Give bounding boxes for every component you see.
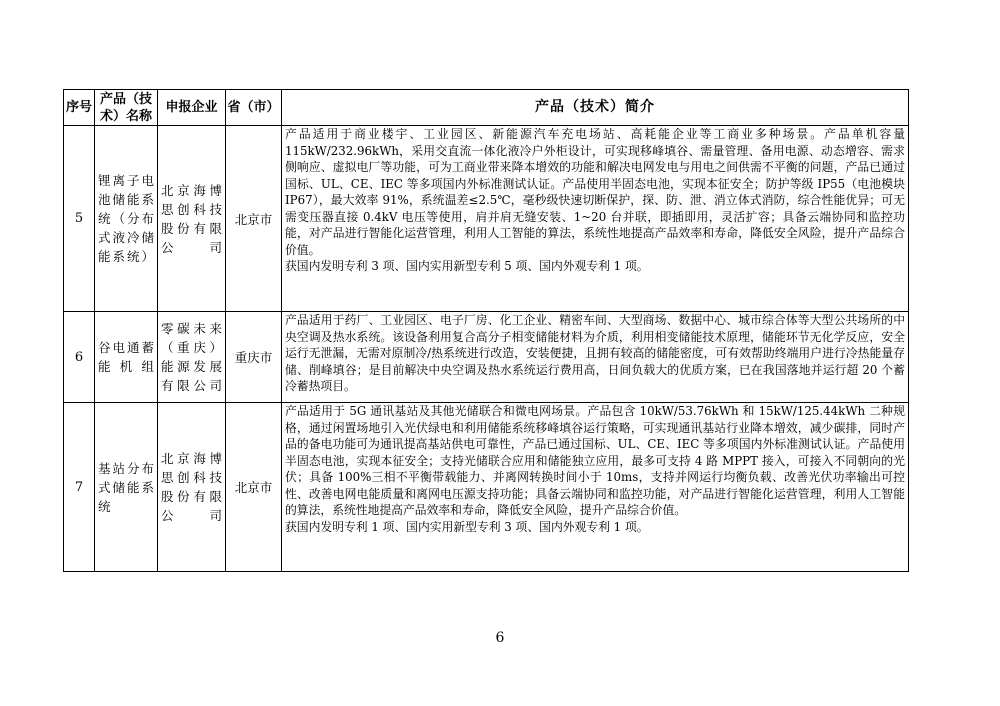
patent-summary: 获国内发明专利 1 项、国内实用新型专利 3 项、国内外观专利 1 项。: [285, 519, 649, 534]
product-name: 基站分布式储能系统: [95, 403, 158, 572]
company-name: 北京海博思创科技股份有限公司: [158, 403, 226, 572]
row-index: 5: [64, 126, 95, 312]
header-name: 产品（技术）名称: [95, 90, 158, 126]
header-province: 省（市）: [226, 90, 282, 126]
product-intro-cell: [282, 126, 909, 312]
province: 北京市: [226, 126, 282, 312]
product-intro: 产品适用于商业楼宇、工业园区、新能源汽车充电场站、高耗能企业等工商业多种场景。产品单机容量 115kW/232.96kWh，采用交直流一体化液冷户外柜设计，可实现移峰填谷、需量管理、备用电源、动态增容、需求侧响应、虚拟电厂等功能，可为工商业带来降本增效的功能和解决电网发电与用电之间供需不平衡的问题，产品已通过国标、UL、CE、IEC 等多项国内外标准测试认证。产品使用半固态电池，实现本征安全；防护等级 IP55（电池模块 IP67），最大效率 91%，系统温差≤2.5℃，毫秒级快速切断保护，探、防、泄、消立体式消防，综合性能优异；可无需变压器直接 0.4kV 电压等使用，肩并肩无缝安装、1~20 台并联，即插即用，灵活扩容；具备云端协同和监控功能，对产品进行智能化运营管理，利用人工智能的算法，系统性地提高产品效率和寿命，降低安全风险，提升产品综合价值。: [285, 127, 905, 257]
company-name: 零碳未来（重庆）能源发展有限公司: [158, 312, 226, 403]
product-table: [63, 89, 909, 572]
product-intro-cell: [282, 312, 909, 403]
header-intro: 产品（技术）简介: [282, 90, 909, 126]
patent-summary: 获国内发明专利 3 项、国内实用新型专利 5 项、国内外观专利 1 项。: [285, 259, 649, 273]
header-index: 序号: [64, 90, 95, 126]
header-company: 申报企业: [158, 90, 226, 126]
row-index: 6: [64, 312, 95, 403]
product-intro-cell: [282, 403, 909, 572]
product-intro: 产品适用于药厂、工业园区、电子厂房、化工企业、精密车间、大型商场、数据中心、城市综合体等大型公共场所的中央空调及热水系统。该设备利用复合高分子相变储能材料为介质，利用相变储能技术原理，储能环节无化学反应，安全运行无泄漏，无需对原制冷/热系统进行改造，安装便捷，且拥有较高的储能密度，可有效帮助终端用户进行冷热能量存储、削峰填谷；是目前解决中央空调及热水系统运行费用高，日间负载大的优质方案，已在我国落地并运行超 20 个蓄冷蓄热项目。: [285, 313, 905, 393]
province: 重庆市: [226, 312, 282, 403]
product-name: 谷电通蓄能机组: [95, 312, 158, 403]
product-intro: 产品适用于 5G 通讯基站及其他光储联合和微电网场景。产品包含 10kW/53.76kWh 和 15kW/125.44kWh 二种规格，通过闲置场地引入光伏绿电和利用储能系统移峰填谷运行策略，可实现通讯基站行业降本增效，减少碳排，同时产品的备电功能可为通讯提高基站供电可靠性，产品已通过国标、UL、CE、IEC 等多项国内外标准测试认证。产品使用半固态电池，实现本征安全；支持光储联合应用和储能独立应用，最多可支持 4 路 MPPT 接入，可接入不同朝向的光伏；具备 100%三相不平衡带载能力、并离网转换时间小于 10ms，支持并网运行均衡负载、改善光伏功率输出可控性、改善电网电能质量和离网电压源支持功能；具备云端协同和监控功能，对产品进行智能化运营管理，利用人工智能的算法，系统性地提高产品效率和寿命，降低安全风险，提升产品综合价值。: [285, 404, 905, 517]
province: 北京市: [226, 403, 282, 572]
company-name: 北京海博思创科技股份有限公司: [158, 126, 226, 312]
product-name: 锂离子电池储能系统（分布式液冷储能系统）: [95, 126, 158, 312]
table-row: [64, 403, 909, 572]
page-number: 6: [495, 630, 505, 646]
table-row: [64, 312, 909, 403]
table-header-row: [64, 90, 909, 126]
row-index: 7: [64, 403, 95, 572]
table-row: [64, 126, 909, 312]
